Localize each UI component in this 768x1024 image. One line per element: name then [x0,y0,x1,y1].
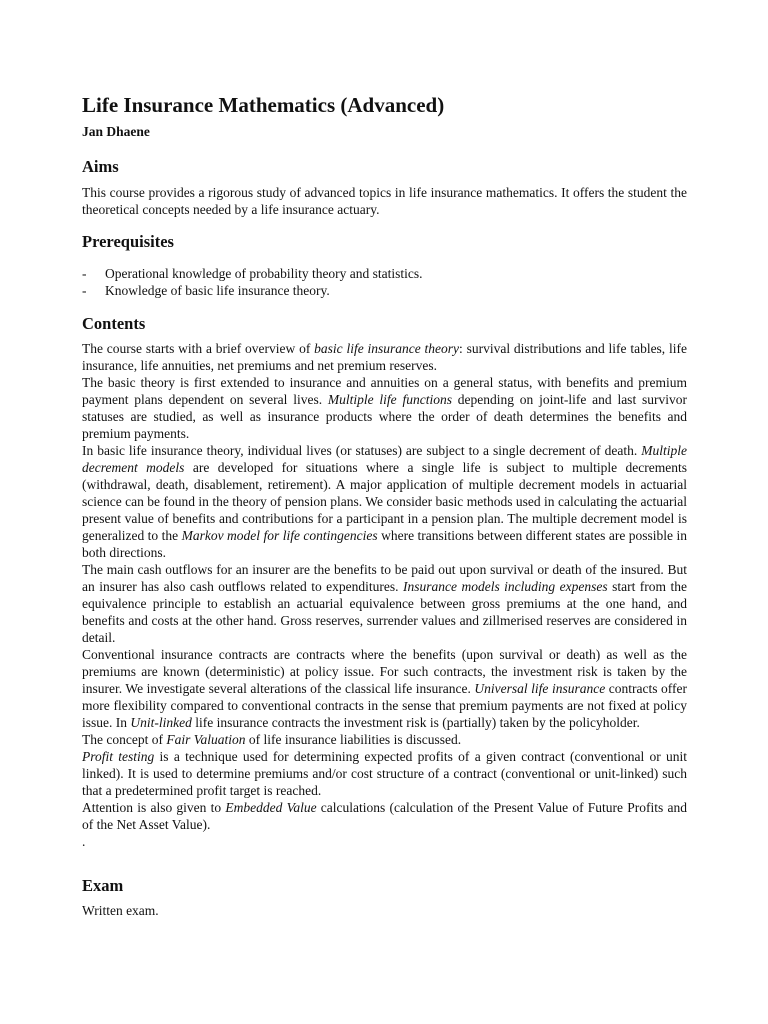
contents-paragraph: The course starts with a brief overview of basic life insurance theory: survival distributions and life tables, life insurance, life annuities, net premiums and net premium reserves. [82,341,687,373]
contents-body [82,340,687,850]
contents-paragraph: The basic theory is first extended to insurance and annuities on a general status, with benefits and premium payment plans dependent on several lives. Multiple life functions depending on joint-life and last survivor statuses are studied, as well as insurance products where the order of death determines the benefits and premium payments. [82,375,687,441]
list-item [82,282,687,299]
list-item-text: Operational knowledge of probability theory and statistics. [105,266,423,281]
contents-paragraph: Attention is also given to Embedded Value calculations (calculation of the Present Value of Future Profits and of the Net Asset Value). [82,800,687,832]
emphasized-term: Insurance models including expenses [403,579,608,594]
exam-text: Written exam. [82,903,159,918]
trailing-mark: . [82,834,86,849]
exam-heading: Exam [82,876,124,895]
prerequisites-list [82,265,687,299]
prerequisites-heading: Prerequisites [82,232,174,251]
contents-paragraph: The main cash outflows for an insurer are the benefits to be paid out upon survival or death of the insured. But an insurer has also cash outflows related to expenditures. Insurance models including expenses start from the equivalence principle to establish an actuarial equivalence between gross premiums at the one hand, and benefits and costs at the other hand. Gross reserves, surrender values and zillmerised reserves are considered in detail. [82,562,687,645]
emphasized-term: Unit-linked [130,715,192,730]
document-page [82,92,687,919]
list-item-text: Knowledge of basic life insurance theory. [105,283,330,298]
emphasized-term: Markov model for life contingencies [181,528,378,543]
contents-paragraph: The concept of Fair Valuation of life insurance liabilities is discussed. [82,732,462,747]
author-name: Jan Dhaene [82,124,150,139]
contents-paragraph: Conventional insurance contracts are contracts where the benefits (upon survival or death) as well as the premiums are known (deterministic) at policy issue. For such contracts, the investment risk is taken by the insurer. We investigate several alterations of the classical life insurance. Universal life insurance contracts offer more flexibility compared to conventional contracts in the sense that premium payments are not fixed at policy issue. In Unit-linked life insurance contracts the investment risk is (partially) taken by the policyholder. [82,647,687,730]
document-title: Life Insurance Mathematics (Advanced) [82,93,445,117]
aims-section [82,157,687,218]
contents-section [82,314,687,850]
emphasized-term: Multiple decrement models [82,443,687,475]
prerequisites-section [82,232,687,299]
emphasized-term: Profit testing [82,749,155,764]
emphasized-term: Universal life insurance [474,681,606,696]
bullet-dash: - [82,283,87,298]
list-item [82,265,687,282]
emphasized-term: Multiple life functions [327,392,452,407]
emphasized-term: Embedded Value [225,800,317,815]
aims-heading: Aims [82,157,119,176]
exam-section [82,876,687,919]
bullet-dash: - [82,266,87,281]
aims-text: This course provides a rigorous study of advanced topics in life insurance mathematics. It offers the student the theoretical concepts needed by a life insurance actuary. [82,185,687,217]
contents-paragraph: Profit testing is a technique used for determining expected profits of a given contract (conventional or unit linked). It is used to determine premiums and/or cost structure of a contract (conventional or unit-linked) such that a predetermined profit target is reached. [82,749,687,798]
emphasized-term: Fair Valuation [166,732,246,747]
contents-heading: Contents [82,314,146,333]
contents-paragraph: In basic life insurance theory, individual lives (or statuses) are subject to a single decrement of death. Multiple decrement models are developed for situations where a single life is subject to multiple decrements (withdrawal, death, disablement, retirement). A major application of multiple decrement models in actuarial science can be found in the theory of pension plans. We consider basic methods used in calculating the actuarial present value of benefits and contributions for a participant in a pension plan. The multiple decrement model is generalized to the Markov model for life contingencies where transitions between different states are possible in both directions. [82,443,688,560]
emphasized-term: basic life insurance theory [314,341,460,356]
